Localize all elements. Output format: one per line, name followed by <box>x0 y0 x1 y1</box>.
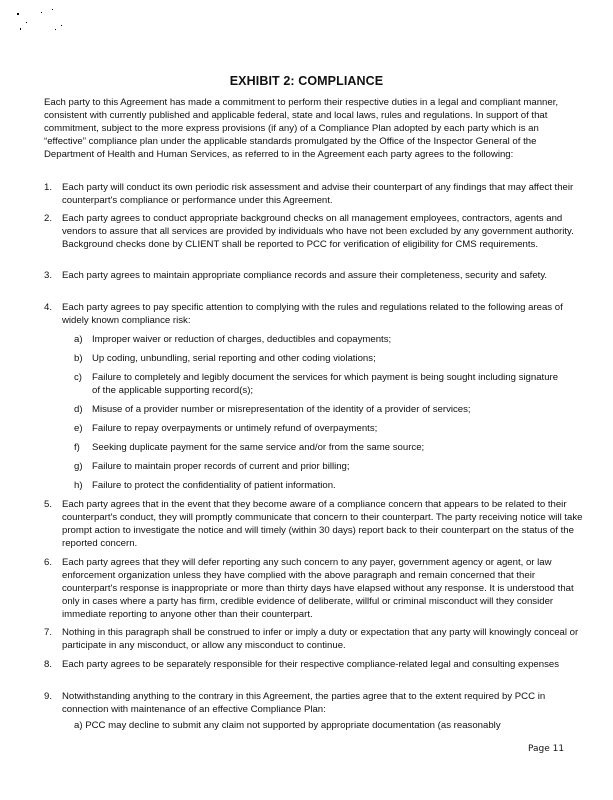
sub-item <box>74 352 564 365</box>
item-number: 8. <box>44 659 53 670</box>
item-text: Each party agrees to conduct appropriate background checks on all management employees, contractors, agents and vendors to assure that all services are provided by individuals who have not been excluded by any government authority. Background checks done by CLIENT shall be reported to PCC for verification of eligibility for CMS requirements. <box>62 213 574 251</box>
item-number: 6. <box>44 557 53 568</box>
sub-item-text: Failure to completely and legibly document the services for which payment is being sought including signature of the applicable supporting record(s); <box>92 372 559 397</box>
sub-item-letter: e) <box>74 423 83 434</box>
item-text: Each party agrees that they will defer reporting any such concern to any payer, government agency or agent, or law enforcement organization unless they have complied with the above paragraph and remain concerned that their counterpart's response is inappropriate or more than thirty days have elapsed without any response. It is understood that only in cases where a party has firm, credible evidence of deliberate, willful or criminal misconduct will they consider immediate reporting to anyone other than their counterpart. <box>62 557 574 621</box>
sub-item-text: Improper waiver or reduction of charges, deductibles and copayments; <box>92 334 392 345</box>
scan-speck <box>17 13 19 15</box>
scan-speck <box>41 12 42 13</box>
item-number: 7. <box>44 627 53 638</box>
scan-speck <box>55 29 56 30</box>
list-item <box>44 658 584 671</box>
sub-item-letter: f) <box>74 442 80 453</box>
scan-specks <box>0 0 80 40</box>
sub-item-text: Failure to repay overpayments or untimely refund of overpayments; <box>92 423 378 434</box>
sub-item <box>74 403 564 416</box>
item-text: Each party will conduct its own periodic risk assessment and advise their counterpart of any findings that may affect their counterpart's compliance or performance under this Agreement. <box>62 182 574 207</box>
list-item <box>44 498 584 550</box>
sub-item-letter: a) <box>74 334 83 345</box>
item-text: Each party agrees to be separately responsible for their respective compliance-related legal and consulting expenses <box>62 659 560 670</box>
sub-item-text: Failure to maintain proper records of current and prior billing; <box>92 461 350 472</box>
sub-item <box>74 333 564 346</box>
list-item <box>44 269 584 282</box>
scan-speck <box>61 25 62 26</box>
list-item <box>44 690 584 716</box>
sub-item-letter: h) <box>74 480 83 491</box>
item-text: Notwithstanding anything to the contrary in this Agreement, the parties agree that to the extent required by PCC in connection with maintenance of an effective Compliance Plan: <box>62 691 546 716</box>
item-text: Each party agrees to maintain appropriate compliance records and assure their completeness, security and safety. <box>62 270 548 281</box>
sub-item: a) PCC may decline to submit any claim not supported by appropriate documentation (as reasonably <box>74 720 501 731</box>
list-item <box>44 301 584 327</box>
item-number: 3. <box>44 270 53 281</box>
item-number: 1. <box>44 182 53 193</box>
intro-paragraph: Each party to this Agreement has made a commitment to perform their respective duties in a legal and compliant manner, consistent with currently published and applicable federal, state and local laws, rules and regulations. In support of that commitment, subject to the more express provisions (if any) of a Compliance Plan adopted by each party which is an “effective” compliance plan under the applicable standards promulgated by the Office of the Inspector General of the Department of Health and Human Services, as referred to in the Agreement each party agrees to the following: <box>44 97 559 161</box>
item-number: 5. <box>44 499 53 510</box>
list-item <box>44 626 584 652</box>
list-item <box>44 181 584 207</box>
item-text: Nothing in this paragraph shall be construed to infer or imply a duty or expectation that any party will knowingly conceal or participate in any misconduct, or allow any misconduct to continue. <box>62 627 579 652</box>
sub-item <box>74 479 564 492</box>
sub-item-letter: g) <box>74 461 83 472</box>
list-item <box>44 556 584 621</box>
item-number: 9. <box>44 691 53 702</box>
item-number: 2. <box>44 213 53 224</box>
list-item <box>44 212 584 251</box>
sub-item-letter: d) <box>74 404 83 415</box>
scan-speck <box>20 28 21 30</box>
sub-item-text: Seeking duplicate payment for the same service and/or from the same source; <box>92 442 425 453</box>
page-number: Page 11 <box>528 744 565 754</box>
item-text: Each party agrees to pay specific attention to complying with the rules and regulations related to the following areas of widely known compliance risk: <box>62 302 563 327</box>
sub-item-letter: b) <box>74 353 83 364</box>
scan-speck <box>26 22 27 23</box>
item-text: Each party agrees that in the event that they become aware of a compliance concern that appears to be related to their counterpart's conduct, they will promptly communicate that concern to their counterpart. The party receiving notice will take prompt action to investigate the notice and will timely (within 30 days) report back to their counterpart on the status of the reported concern. <box>62 499 583 550</box>
sub-item <box>74 441 564 454</box>
sub-item-text: Misuse of a provider number or misrepresentation of the identity of a provider of services; <box>92 404 471 415</box>
item-number: 4. <box>44 302 53 313</box>
sub-item-text: Up coding, unbundling, serial reporting and other coding violations; <box>92 353 376 364</box>
scan-speck <box>52 9 53 10</box>
sub-item <box>74 371 564 397</box>
sub-item <box>74 422 564 435</box>
sub-item-text: Failure to protect the confidentiality of patient information. <box>92 480 336 491</box>
sub-item <box>74 460 564 473</box>
sub-item-letter: c) <box>74 372 82 383</box>
page-title: EXHIBIT 2: COMPLIANCE <box>229 74 384 88</box>
